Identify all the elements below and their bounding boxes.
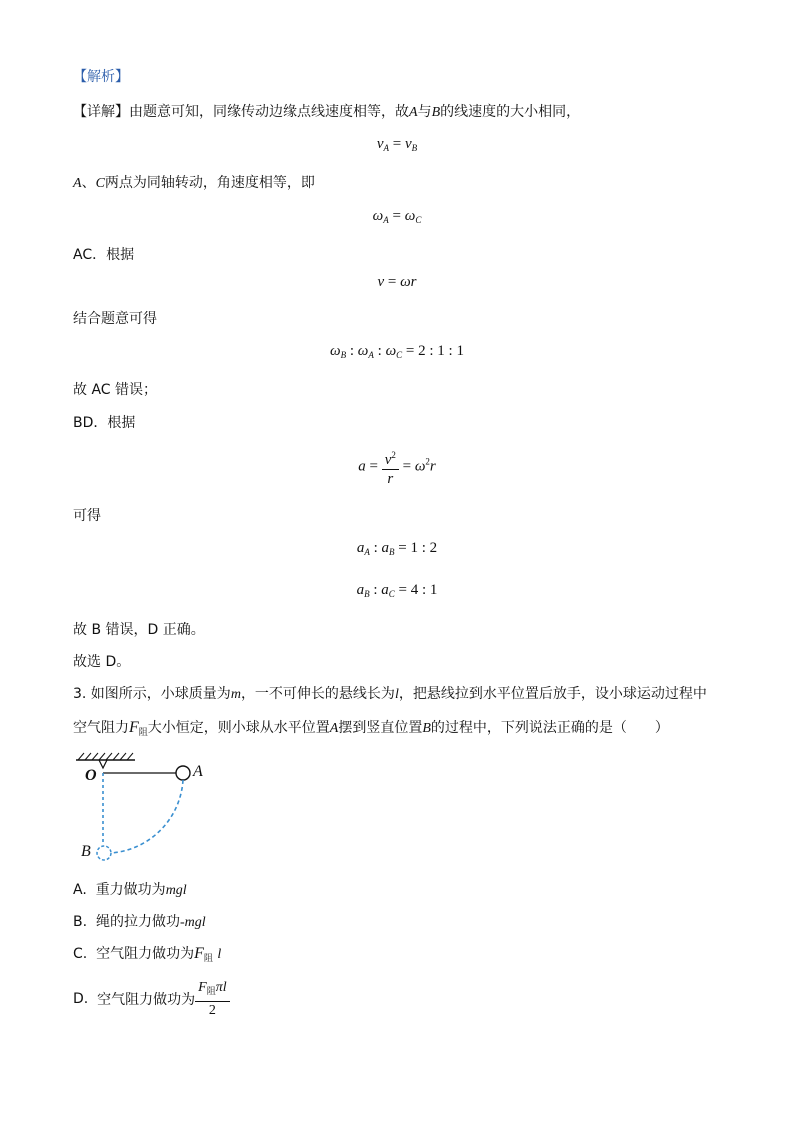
question-line-1: 3. 如图所示，小球质量为m，一不可伸长的悬线长为l，把悬线拉到水平位置后放手，设小球运动过程中 bbox=[73, 686, 707, 702]
label-o: O bbox=[85, 767, 97, 784]
equation-acceleration: a = $\frac{v^2}{r}$ = $\omega^2r$ bbox=[0, 446, 794, 488]
ball-a bbox=[176, 766, 190, 780]
section-label-analysis: 【解析】 bbox=[73, 69, 129, 85]
detail-line: 【详解】由题意可知，同缘传动边缘点线速度相等，故A与B的线速度的大小相同， bbox=[73, 104, 581, 120]
fraction-f-pi-l-over-2: $\frac{F_阻\pi l}{2}$ bbox=[195, 978, 229, 1020]
answer-text: 故选 D。 bbox=[73, 654, 131, 670]
coaxial-line: A、C两点为同轴转动，角速度相等，即 bbox=[73, 175, 315, 191]
combine-text: 结合题意可得 bbox=[73, 311, 157, 327]
fraction-v2-over-r: $\frac{v^2}{r}$ bbox=[382, 446, 399, 488]
option-c: C. 空气阻力做功为$F_阻$ l bbox=[73, 945, 222, 964]
ac-wrong: 故 AC 错误； bbox=[73, 382, 158, 398]
equation-omega-ratio: $\omega_B$ : $\omega_A$ : $\omega_C = 2$ : 1 : 1 bbox=[330, 343, 464, 360]
equation-wa-wc: $\omega_A = \omega_C$ bbox=[372, 208, 422, 225]
option-d: D. 空气阻力做功为 $\frac{F_阻\pi l}{2}$ bbox=[73, 978, 230, 1020]
option-b: B. 绳的拉力做功-mgl bbox=[73, 914, 206, 930]
label-a: A bbox=[193, 763, 203, 780]
question-line-2: 空气阻力$F_阻$大小恒定，则小球从水平位置A摆到竖直位置B的过程中，下列说法正确的是（ ） bbox=[73, 719, 669, 738]
detail-tag: 【详解】 bbox=[73, 104, 129, 120]
swing-arc-dashed bbox=[111, 780, 183, 853]
pivot-mark bbox=[99, 760, 107, 768]
ceiling-hatch bbox=[78, 753, 133, 760]
pendulum-figure bbox=[72, 750, 222, 865]
ball-b bbox=[97, 846, 111, 860]
ac-label: AC．根据 bbox=[73, 247, 135, 263]
equation-aa-ab: $a_A$ : $a_B = 1$ : 2 bbox=[356, 540, 438, 557]
equation-va-vb: $v_A = v_B$ bbox=[376, 136, 418, 153]
equation-v-wr: v = ωr bbox=[377, 274, 417, 290]
conclusion-text: 故 B 错误，D 正确。 bbox=[73, 622, 205, 638]
equation-ab-ac: $a_B$ : $a_C = 4$ : 1 bbox=[356, 582, 438, 599]
bd-label: BD．根据 bbox=[73, 415, 136, 431]
kede-text: 可得 bbox=[73, 508, 101, 524]
label-b: B bbox=[81, 843, 91, 860]
option-a: A. 重力做功为mgl bbox=[73, 882, 187, 898]
